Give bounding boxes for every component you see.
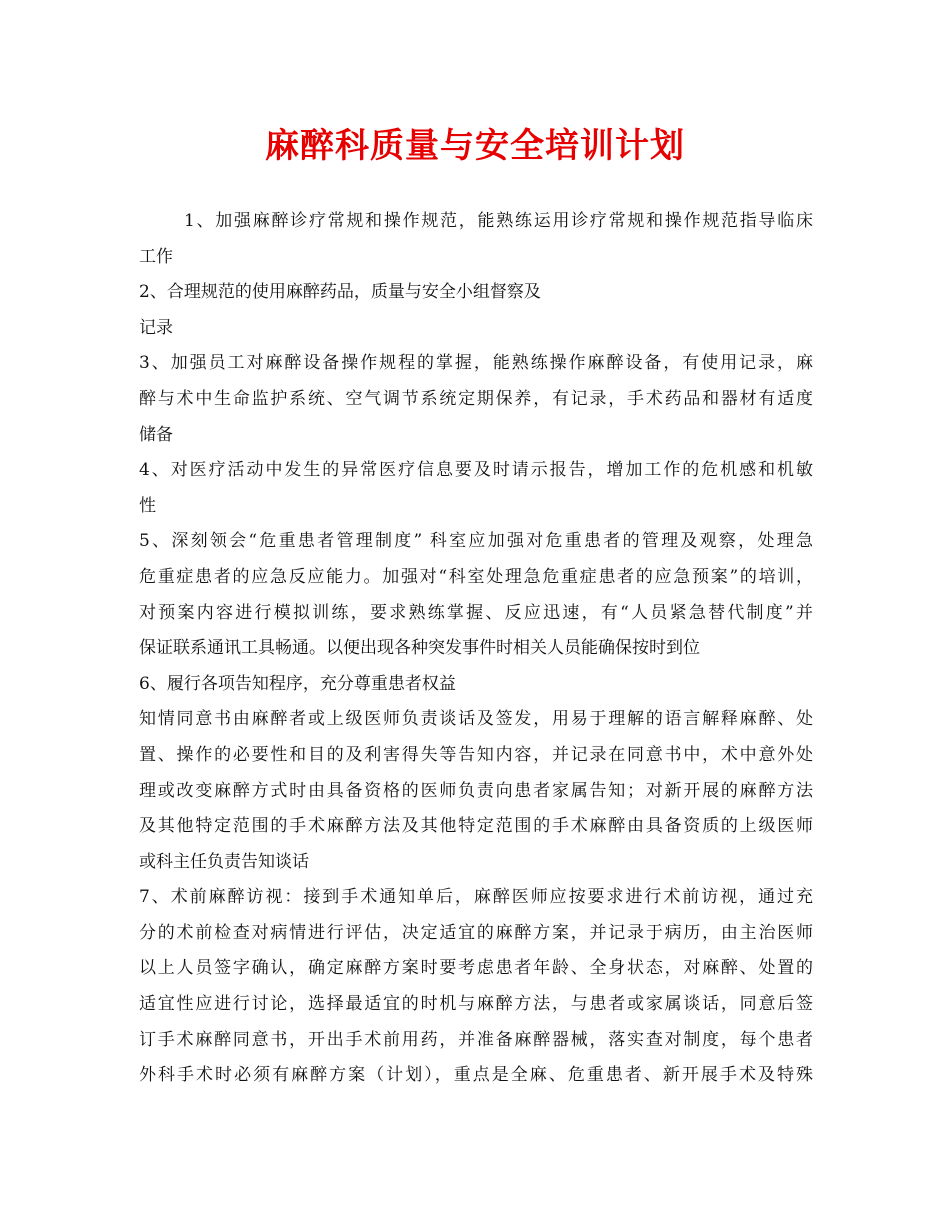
document-body <box>139 204 813 1094</box>
text-line: 记录 <box>139 317 173 338</box>
text-line: 以上人员签字确认，确定麻醉方案时要考虑患者年龄、全身状态，对麻醉、处置的 <box>139 958 813 979</box>
text-line: 1、加强麻醉诊疗常规和操作规范，能熟练运用诊疗常规和操作规范指导临床 <box>184 211 813 231</box>
text-line: 6、履行各项告知程序，充分尊重患者权益 <box>139 673 456 694</box>
text-line: 4、对医疗活动中发生的异常医疗信息要及时请示报告，增加工作的危机感和机敏 <box>139 460 813 481</box>
text-line: 性 <box>139 495 156 516</box>
text-line: 保证联系通讯工具畅通。以便出现各种突发事件时相关人员能确保按时到位 <box>139 638 700 659</box>
text-line: 理或改变麻醉方式时由具备资格的医师负责向患者家属告知；对新开展的麻醉方法 <box>139 780 813 801</box>
text-line: 3、加强员工对麻醉设备操作规程的掌握，能熟练操作麻醉设备，有使用记录，麻 <box>139 353 813 374</box>
text-line: 5、深刻领会“危重患者管理制度” 科室应加强对危重患者的管理及观察，处理急 <box>139 531 813 552</box>
text-line: 储备 <box>139 424 173 445</box>
text-line: 分的术前检查对病情进行评估，决定适宜的麻醉方案，并记录于病历，由主治医师 <box>139 922 813 943</box>
text-line: 及其他特定范围的手术麻醉方法及其他特定范围的手术麻醉由具备资质的上级医师 <box>139 816 813 837</box>
document-title: 麻醉科质量与安全培训计划 <box>265 126 685 166</box>
text-line: 知情同意书由麻醉者或上级医师负责谈话及签发，用易于理解的语言解释麻醉、处 <box>139 709 813 730</box>
text-line: 危重症患者的应急反应能力。加强对“科室处理急危重症患者的应急预案”的培训， <box>139 566 813 587</box>
text-line: 7、术前麻醉访视：接到手术通知单后，麻醉医师应按要求进行术前访视，通过充 <box>139 887 813 908</box>
text-line: 2、合理规范的使用麻醉药品，质量与安全小组督察及 <box>139 282 541 303</box>
text-line: 外科手术时必须有麻醉方案（计划），重点是全麻、危重患者、新开展手术及特殊 <box>139 1065 813 1086</box>
text-line: 对预案内容进行模拟训练，要求熟练掌握、反应迅速，有“人员紧急替代制度”并 <box>139 602 813 623</box>
text-line: 订手术麻醉同意书，开出手术前用药，并准备麻醉器械，落实查对制度，每个患者 <box>139 1029 813 1050</box>
text-line: 或科主任负责告知谈话 <box>139 851 309 872</box>
text-line: 醉与术中生命监护系统、空气调节系统定期保养，有记录，手术药品和器材有适度 <box>139 388 813 409</box>
text-line: 工作 <box>139 246 173 267</box>
text-line: 置、操作的必要性和目的及利害得失等告知内容，并记录在同意书中，术中意外处 <box>139 744 813 765</box>
text-line: 适宜性应进行讨论，选择最适宜的时机与麻醉方法，与患者或家属谈话，同意后签 <box>139 994 813 1015</box>
